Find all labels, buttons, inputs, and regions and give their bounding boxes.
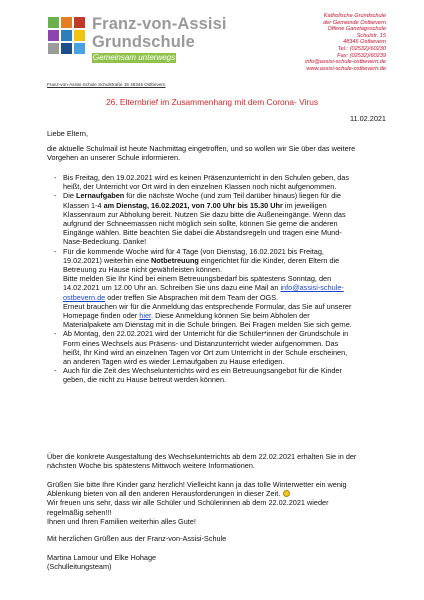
text-line: Materialpakete am Dienstag mit in die Schule bringen. Bei Fragen melden Sie sich gerne.: [63, 320, 352, 330]
text-line: nächsten Woche bis spätestens Mittwoch weitere Informationen.: [47, 461, 255, 471]
form-link[interactable]: hier: [139, 311, 152, 321]
address-line: Tel.: (02532)/60230: [337, 45, 386, 52]
text-line: geben, die nicht zu Hause betreut werden können.: [63, 375, 227, 385]
text-line: heißt, Ihr Kind wird an einzelnen Tagen vor Ort zum Unterricht in der Schule erscheinen,: [63, 347, 348, 357]
school-name-line2: Grundschule: [92, 33, 195, 51]
schedule-paragraph: [47, 452, 390, 470]
text-line: 14.02.2021 um 12.00 Uhr an. Schreiben Sie uns dazu eine Mail an info@assisi-schule-: [63, 283, 344, 293]
address-line: Fax: (02532)/60239: [337, 52, 386, 59]
text-line: Form eines Wechsels aus Präsens- und Distanzunterricht wieder aufgenommen. Das: [63, 338, 339, 348]
text-line: - Bis Freitag, den 19.02.2021 wird es keinen Präsenzunterricht in den Schulen geben, das: [63, 173, 349, 182]
text-line: Erneut brauchen wir für die Anmeldung das entsprechende Formular, das Sie auf unserer: [63, 301, 352, 311]
text-line: Ihnen und Ihren Familien weiterhin alles Gute!: [47, 516, 196, 526]
text-line: heißt, der Unterricht vor Ort wird in den einzelnen Klassen noch nicht aufgenommen.: [63, 182, 337, 192]
bullet-care-offer: [54, 366, 394, 384]
text-line: 19.02.2021) weiterhin eine Notbetreuung eingerichtet für die Kinder, deren Eltern die: [63, 255, 340, 265]
text-line: Grüßen Sie bitte Ihre Kinder ganz herzlich! Vielleicht kann ja das tolle Winterwetter ein wenig: [47, 480, 347, 489]
text-line: - Ab Montag, den 22.02.2021 wird der Unterricht für die Schüler*innen der Grundschule in: [63, 329, 349, 339]
signature-names: Martina Lamour und Elke Hohage: [47, 553, 157, 562]
text-line: an anderen Tagen wird es wieder Lernaufgaben zu Hause erledigen.: [63, 357, 285, 367]
bullet-no-presence: [54, 173, 394, 191]
text-line: Bitte melden Sie Ihr Kind bei einem Betreuungsbedarf bis spätestens Sonntag, den: [63, 274, 332, 284]
text-line: Homepage finden oder hier. Diese Anmeldung können Sie beim Abholen der: [63, 311, 310, 321]
greeting: Liebe Eltern,: [47, 129, 88, 138]
letter-date: 11.02.2021: [350, 114, 386, 123]
text-line: Nase-Bedeckung. Danke!: [63, 237, 147, 247]
text-line: Vorgehen an unserer Schule informieren.: [47, 153, 181, 163]
letter-subject: 26. Elternbrief im Zusammenhang mit dem Corona- Virus: [105, 97, 319, 107]
bullet-alternating-classes: [54, 329, 394, 366]
tagline-bar: [92, 53, 176, 63]
address-website[interactable]: www.assisi-schule-ostbevern.de: [306, 65, 386, 72]
signature-role: (Schulleitungsteam): [47, 562, 112, 572]
sender-line: Franz-von-Assisi-Schule Schulstraße 15 48346 Ostbevern: [47, 82, 166, 87]
address-line: Katholische Grundschule: [323, 13, 386, 19]
text-line: - Für die kommende Woche wird für 4 Tage (von Dienstag, 16.02.2021 bis Freitag,: [63, 246, 324, 256]
address-line: 48346 Ostbevern: [343, 39, 386, 46]
text-line: Klassenraum zur Abholung bereit. Nutzen Sie dazu bitte die Außeneingänge. Wenn das: [63, 209, 346, 219]
email-link-cont[interactable]: ostbevern.de: [63, 292, 106, 302]
text-line: Über die konkrete Ausgestaltung des Wechselunterrichts ab dem 22.02.2021 erhalten Sie in der: [47, 452, 357, 461]
text-line: Wir freuen uns sehr, dass wir alle Schüler und Schülerinnen ab dem 22.02.2021 wieder: [47, 498, 329, 508]
text-line: die aktuelle Schulmail ist heute Nachmittag eingetroffen, und so wollen wir Sie über das weitere: [47, 144, 356, 153]
school-name-line1: Franz-von-Assisi: [92, 15, 227, 33]
bullet-emergency-care: [54, 247, 394, 330]
signature: [47, 553, 390, 571]
bullet-learning-tasks: [54, 191, 394, 246]
text-line: - Auch für die Zeit des Wechselunterrichts wird es ein Betreuungsangebot für die Kinder: [63, 366, 342, 376]
text-line: aufgrund der Schneemassen nicht möglich sein sollte, können Sie gerne die anderen: [63, 219, 338, 229]
tagline: Gemeinsam unterwegs: [92, 53, 176, 62]
smiley-icon: [283, 490, 290, 497]
address-line: der Gemeinde Ostbevern: [323, 19, 386, 26]
closing: Mit herzlichen Grüßen aus der Franz-von-Assisi-Schule: [47, 534, 227, 543]
address-line: Offene Ganztagsschule: [327, 26, 386, 33]
intro-paragraph: [47, 144, 390, 162]
text-line: Ablenkung bieten von all den anderen Herausforderungen in dieser Zeit.: [47, 489, 390, 498]
text-line: Eingänge wählen. Bitte beachten Sie dabei die Abstandsregeln und tragen eine Mund-: [63, 228, 342, 238]
info-bullet-list: [54, 173, 394, 385]
greetings-paragraph: [47, 480, 390, 526]
text-line: regelmäßig sehen!!!: [47, 507, 112, 517]
email-link[interactable]: info@assisi-schule-: [280, 283, 344, 293]
school-address: [305, 13, 386, 72]
text-line: ostbevern.de oder treffen Sie Absprachen mit dem Team der OGS.: [63, 292, 279, 302]
text-line: Klassen 1-4 am Dienstag, 16.02.2021, von 7.00 Uhr bis 15.30 Uhr im jeweiligen: [63, 200, 327, 210]
address-email[interactable]: info@assisi-schule-ostbevern.de: [305, 59, 386, 66]
address-line: Schulstr. 15: [356, 32, 386, 39]
text-line: Betreuung zu Hause nicht gewährleisten können.: [63, 265, 223, 275]
text-line: - Die Lernaufgaben für die nächste Woche (und zum Teil darüber hinaus) liegen für die: [63, 191, 341, 201]
school-logo-icon: [48, 17, 88, 57]
